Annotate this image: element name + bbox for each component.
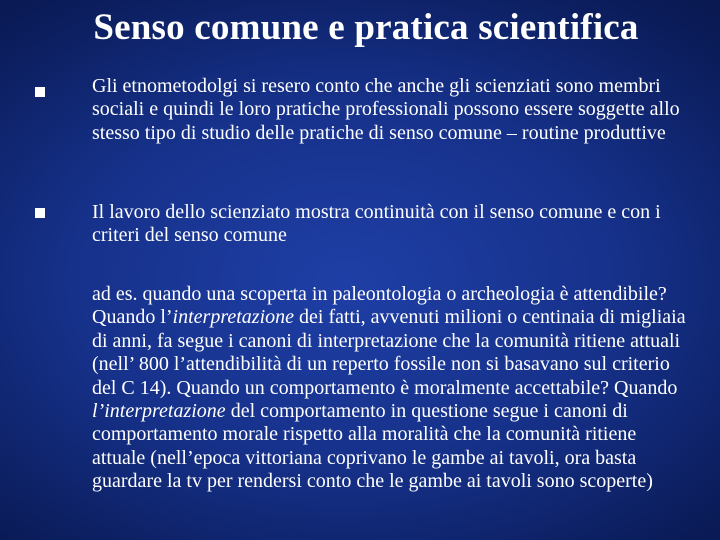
example-paragraph (92, 283, 692, 494)
bullet-text-1: Gli etnometodolgi si resero conto che anche gli scienziati sono membri sociali e quindi le loro pratiche professionali possono essere soggette allo stesso tipo di studio delle pratiche di senso comune – routine produttive (92, 75, 680, 144)
square-bullet-icon (35, 208, 45, 218)
example-text-part-3: del comportamento in questione segue i canoni di comportamento morale rispetto alla moralità che la comunità ritiene attuale (nell’epoca vittoriana coprivano le gambe ai tavoli, ora basta guardare la tv per rendersi conto che le gambe ai tavoli sono scoperte) (92, 400, 653, 493)
example-text-part-2: dei fatti, avvenuti milioni o centinaia di migliaia di anni, fa segue i canoni di interpretazione che la comunità ritiene attuali (nell’ 800 l’attendibilità di un reperto fossile non si basavano sul criterio del C 14). Quando un comportamento è moralmente accettabile? Quando (92, 306, 686, 399)
square-bullet-icon (35, 87, 45, 97)
bullet-text-2: Il lavoro dello scienziato mostra continuità con il senso comune e con i criteri del senso comune (92, 201, 661, 247)
example-italic-term-2: l’interpretazione (92, 400, 226, 423)
slide-title: Senso comune e pratica scientifica (93, 7, 639, 48)
example-text-part-1: ad es. quando una scoperta in paleontologia o archeologia è attendibile? Quando l’ (92, 283, 667, 329)
example-italic-term-1: interpretazione (172, 306, 295, 329)
